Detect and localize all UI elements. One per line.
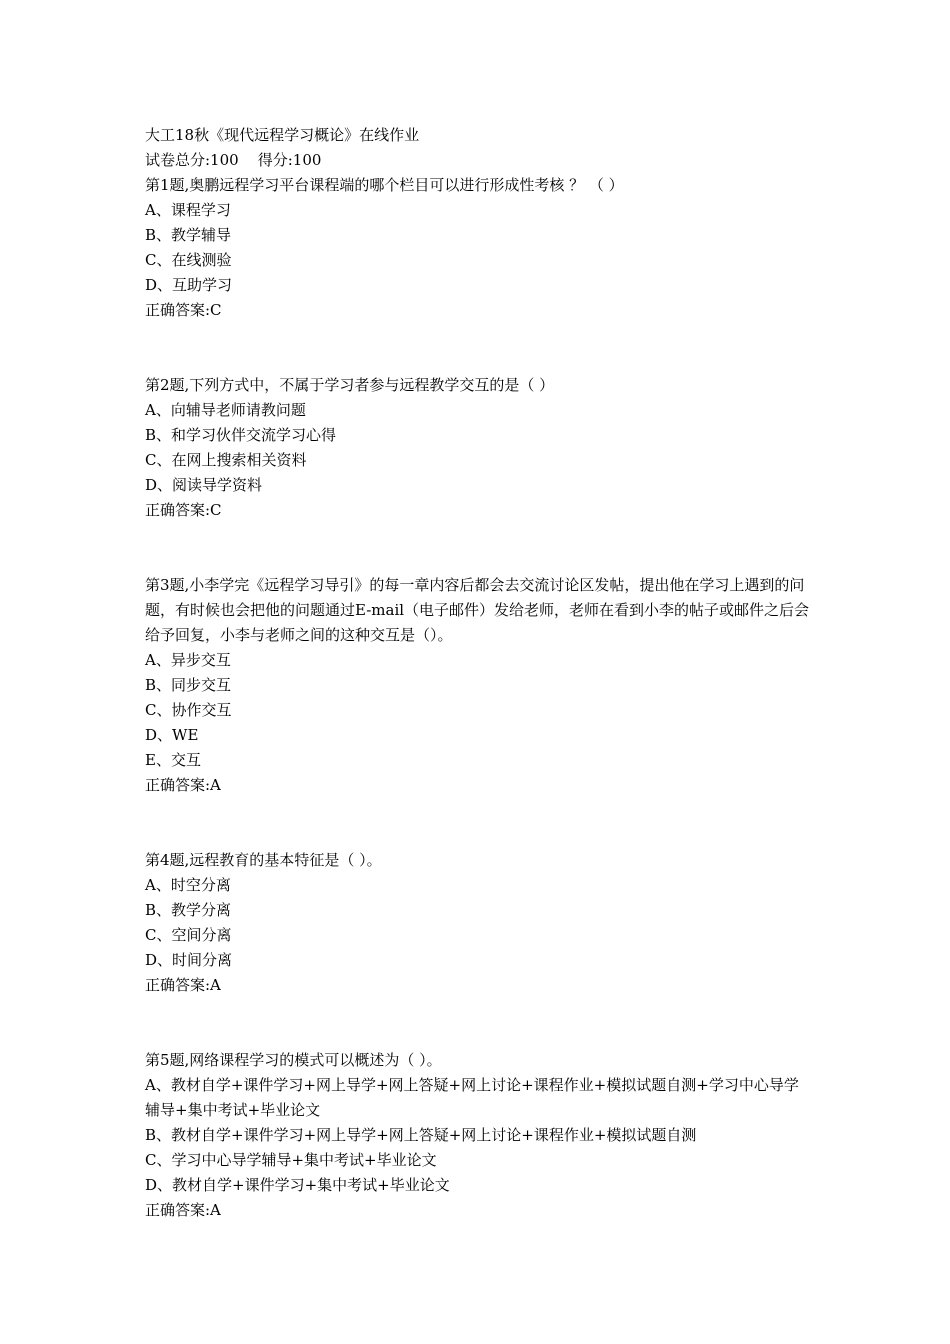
correct-answer: 正确答案:A <box>145 976 221 994</box>
question-3 <box>145 573 813 798</box>
correct-answer: 正确答案:A <box>145 1201 221 1219</box>
document-title: 大工18秋《现代远程学习概论》在线作业 <box>145 126 420 144</box>
option-d: D、教材自学+课件学习+集中考试+毕业论文 <box>145 1176 450 1194</box>
option-b: B、教学分离 <box>145 901 232 919</box>
option-c: C、协作交互 <box>145 701 232 719</box>
question-stem: 第3题,小李学完《远程学习导引》的每一章内容后都会去交流讨论区发帖，提出他在学习上遇到的问题，有时候也会把他的问题通过E-mail（电子邮件）发给老师，老师在看到小李的帖子或邮件之后会给予回复，小李与老师之间的这种交互是（）。 <box>145 576 810 644</box>
question-1 <box>145 173 813 323</box>
option-b: B、同步交互 <box>145 676 232 694</box>
option-a: A、教材自学+课件学习+网上导学+网上答疑+网上讨论+课程作业+模拟试题自测+学习中心导学辅导+集中考试+毕业论文 <box>145 1076 799 1119</box>
question-stem: 第2题,下列方式中，不属于学习者参与远程教学交互的是（ ） <box>145 376 555 394</box>
question-2 <box>145 373 813 523</box>
option-c: C、在网上搜索相关资料 <box>145 451 307 469</box>
correct-answer: 正确答案:C <box>145 301 222 319</box>
question-stem: 第4题,远程教育的基本特征是（ ）。 <box>145 851 382 869</box>
option-d: D、阅读导学资料 <box>145 476 263 494</box>
option-a: A、向辅导老师请教问题 <box>145 401 306 419</box>
document-page <box>145 123 813 1223</box>
option-b: B、教材自学+课件学习+网上导学+网上答疑+网上讨论+课程作业+模拟试题自测 <box>145 1126 697 1144</box>
option-b: B、和学习伙伴交流学习心得 <box>145 426 337 444</box>
option-a: A、课程学习 <box>145 201 231 219</box>
option-b: B、教学辅导 <box>145 226 232 244</box>
option-a: A、异步交互 <box>145 651 231 669</box>
option-d: D、时间分离 <box>145 951 233 969</box>
question-4 <box>145 848 813 998</box>
option-d: D、WE <box>145 726 199 744</box>
option-c: C、学习中心导学辅导+集中考试+毕业论文 <box>145 1151 437 1169</box>
question-stem: 第1题,奥鹏远程学习平台课程端的哪个栏目可以进行形成性考核 ？ （ ） <box>145 176 624 194</box>
question-stem: 第5题,网络课程学习的模式可以概述为（ ）。 <box>145 1051 442 1069</box>
correct-answer: 正确答案:A <box>145 776 221 794</box>
option-d: D、互助学习 <box>145 276 233 294</box>
question-5 <box>145 1048 813 1223</box>
option-e: E、交互 <box>145 751 201 769</box>
score-line: 试卷总分:100 得分:100 <box>145 151 322 169</box>
option-a: A、时空分离 <box>145 876 231 894</box>
correct-answer: 正确答案:C <box>145 501 222 519</box>
option-c: C、在线测验 <box>145 251 232 269</box>
option-c: C、空间分离 <box>145 926 232 944</box>
